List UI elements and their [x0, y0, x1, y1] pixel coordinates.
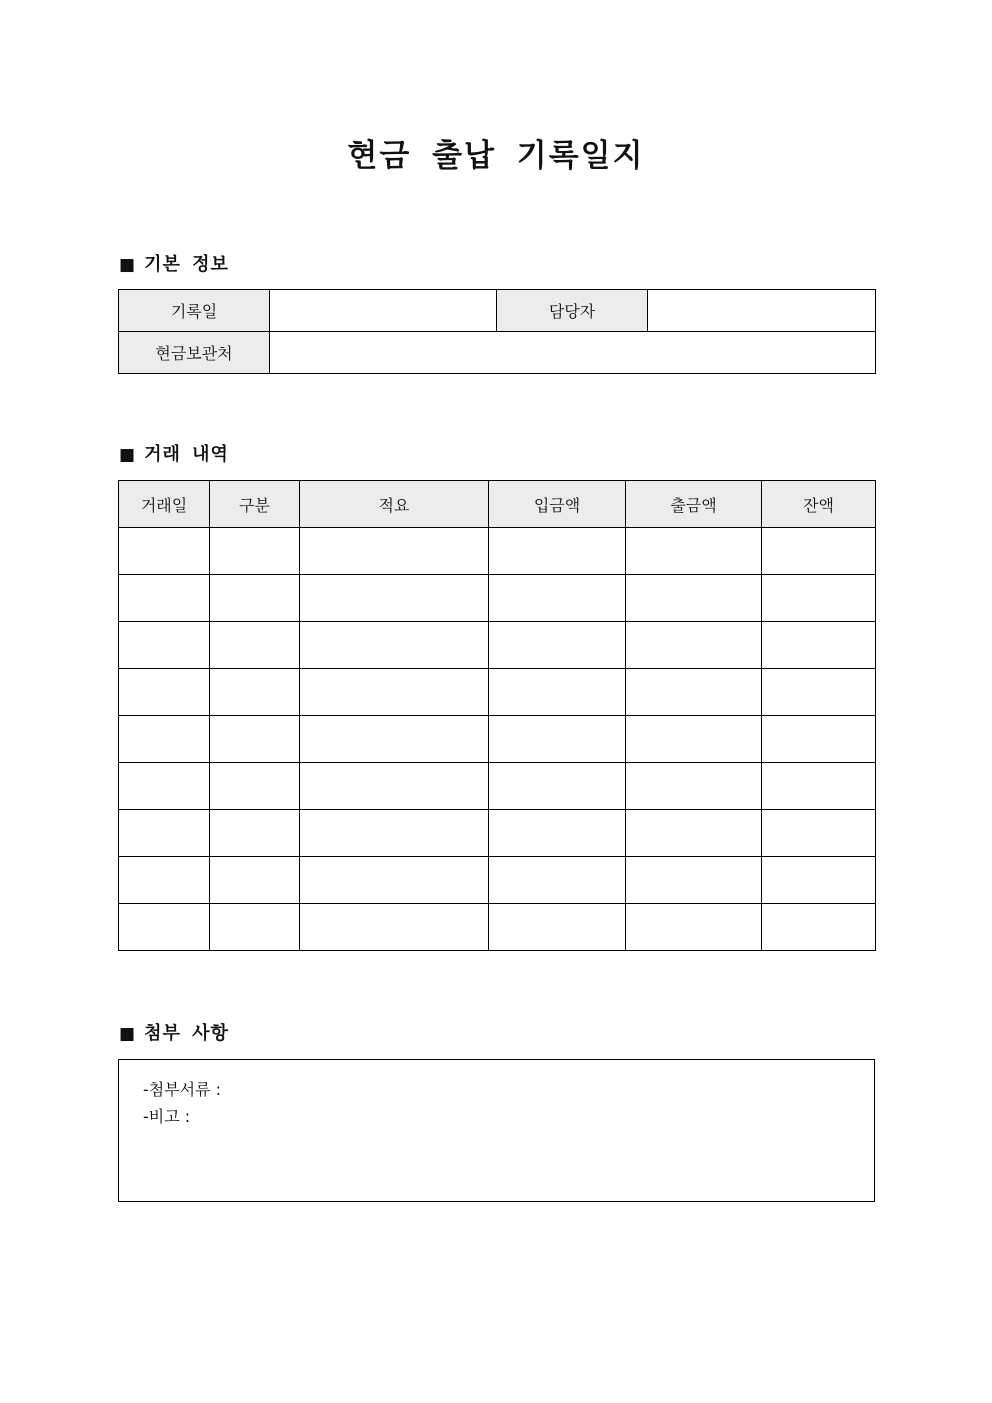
basic-info-row-1 — [119, 290, 876, 332]
description-cell[interactable] — [300, 575, 489, 622]
category-cell[interactable] — [210, 857, 300, 904]
balance-cell[interactable] — [762, 622, 876, 669]
category-cell[interactable] — [210, 763, 300, 810]
description-cell[interactable] — [300, 763, 489, 810]
category-cell[interactable] — [210, 716, 300, 763]
category-cell[interactable] — [210, 528, 300, 575]
deposit-cell[interactable] — [489, 763, 626, 810]
description-cell[interactable] — [300, 528, 489, 575]
description-cell[interactable] — [300, 857, 489, 904]
withdrawal-cell[interactable] — [626, 763, 762, 810]
balance-cell[interactable] — [762, 857, 876, 904]
section-title-attachments: 첨부 사항 — [144, 1023, 229, 1044]
description-cell[interactable] — [300, 810, 489, 857]
withdrawal-cell[interactable] — [626, 622, 762, 669]
cash-storage-field[interactable] — [270, 332, 876, 374]
transaction-date-cell[interactable] — [119, 810, 210, 857]
deposit-cell[interactable] — [489, 810, 626, 857]
withdrawal-cell[interactable] — [626, 810, 762, 857]
category-cell[interactable] — [210, 575, 300, 622]
deposit-cell[interactable] — [489, 669, 626, 716]
withdrawal-cell[interactable] — [626, 857, 762, 904]
balance-cell[interactable] — [762, 528, 876, 575]
column-header-withdrawal: 출금액 — [626, 481, 762, 528]
table-row — [119, 669, 876, 716]
document-title: 현금 출납 기록일지 — [347, 138, 645, 174]
table-row — [119, 763, 876, 810]
basic-info-row-2 — [119, 332, 876, 374]
description-cell[interactable] — [300, 622, 489, 669]
basic-info-table — [118, 289, 876, 374]
deposit-cell[interactable] — [489, 716, 626, 763]
withdrawal-cell[interactable] — [626, 716, 762, 763]
section-title-transactions: 거래 내역 — [144, 444, 229, 465]
attachments-box[interactable] — [118, 1059, 875, 1202]
category-cell[interactable] — [210, 904, 300, 951]
category-cell[interactable] — [210, 622, 300, 669]
transaction-date-cell[interactable] — [119, 904, 210, 951]
transaction-date-cell[interactable] — [119, 857, 210, 904]
balance-cell[interactable] — [762, 716, 876, 763]
balance-cell[interactable] — [762, 810, 876, 857]
section-heading-attachments — [119, 1022, 229, 1046]
column-header-balance: 잔액 — [762, 481, 876, 528]
transaction-date-cell[interactable] — [119, 528, 210, 575]
balance-cell[interactable] — [762, 763, 876, 810]
description-cell[interactable] — [300, 904, 489, 951]
transaction-date-cell[interactable] — [119, 669, 210, 716]
record-date-field[interactable] — [270, 290, 497, 332]
table-row — [119, 904, 876, 951]
table-row — [119, 528, 876, 575]
balance-cell[interactable] — [762, 575, 876, 622]
table-row — [119, 622, 876, 669]
column-header-category: 구분 — [210, 481, 300, 528]
square-bullet-icon: ■ — [119, 255, 137, 275]
square-bullet-icon: ■ — [119, 1024, 137, 1044]
withdrawal-cell[interactable] — [626, 904, 762, 951]
column-header-description: 적요 — [300, 481, 489, 528]
transaction-date-cell[interactable] — [119, 763, 210, 810]
transaction-date-cell[interactable] — [119, 716, 210, 763]
deposit-cell[interactable] — [489, 857, 626, 904]
deposit-cell[interactable] — [489, 575, 626, 622]
transactions-table — [118, 480, 876, 951]
description-cell[interactable] — [300, 669, 489, 716]
table-row — [119, 716, 876, 763]
balance-cell[interactable] — [762, 669, 876, 716]
attached-documents-label: -첨부서류 : — [143, 1080, 222, 1099]
deposit-cell[interactable] — [489, 622, 626, 669]
record-date-label: 기록일 — [119, 290, 270, 332]
table-row — [119, 810, 876, 857]
column-header-transaction-date: 거래일 — [119, 481, 210, 528]
table-row — [119, 575, 876, 622]
person-in-charge-label: 담당자 — [497, 290, 648, 332]
deposit-cell[interactable] — [489, 904, 626, 951]
withdrawal-cell[interactable] — [626, 575, 762, 622]
category-cell[interactable] — [210, 669, 300, 716]
column-header-deposit: 입금액 — [489, 481, 626, 528]
section-heading-transactions — [119, 443, 229, 467]
section-title-basic-info: 기본 정보 — [144, 254, 229, 275]
square-bullet-icon: ■ — [119, 445, 137, 465]
transaction-date-cell[interactable] — [119, 622, 210, 669]
person-in-charge-field[interactable] — [648, 290, 876, 332]
deposit-cell[interactable] — [489, 528, 626, 575]
description-cell[interactable] — [300, 716, 489, 763]
category-cell[interactable] — [210, 810, 300, 857]
balance-cell[interactable] — [762, 904, 876, 951]
notes-label: -비고 : — [143, 1107, 191, 1126]
withdrawal-cell[interactable] — [626, 528, 762, 575]
section-heading-basic-info — [119, 253, 229, 277]
transactions-header-row — [119, 481, 876, 528]
transaction-date-cell[interactable] — [119, 575, 210, 622]
cash-storage-label: 현금보관처 — [119, 332, 270, 374]
withdrawal-cell[interactable] — [626, 669, 762, 716]
table-row — [119, 857, 876, 904]
